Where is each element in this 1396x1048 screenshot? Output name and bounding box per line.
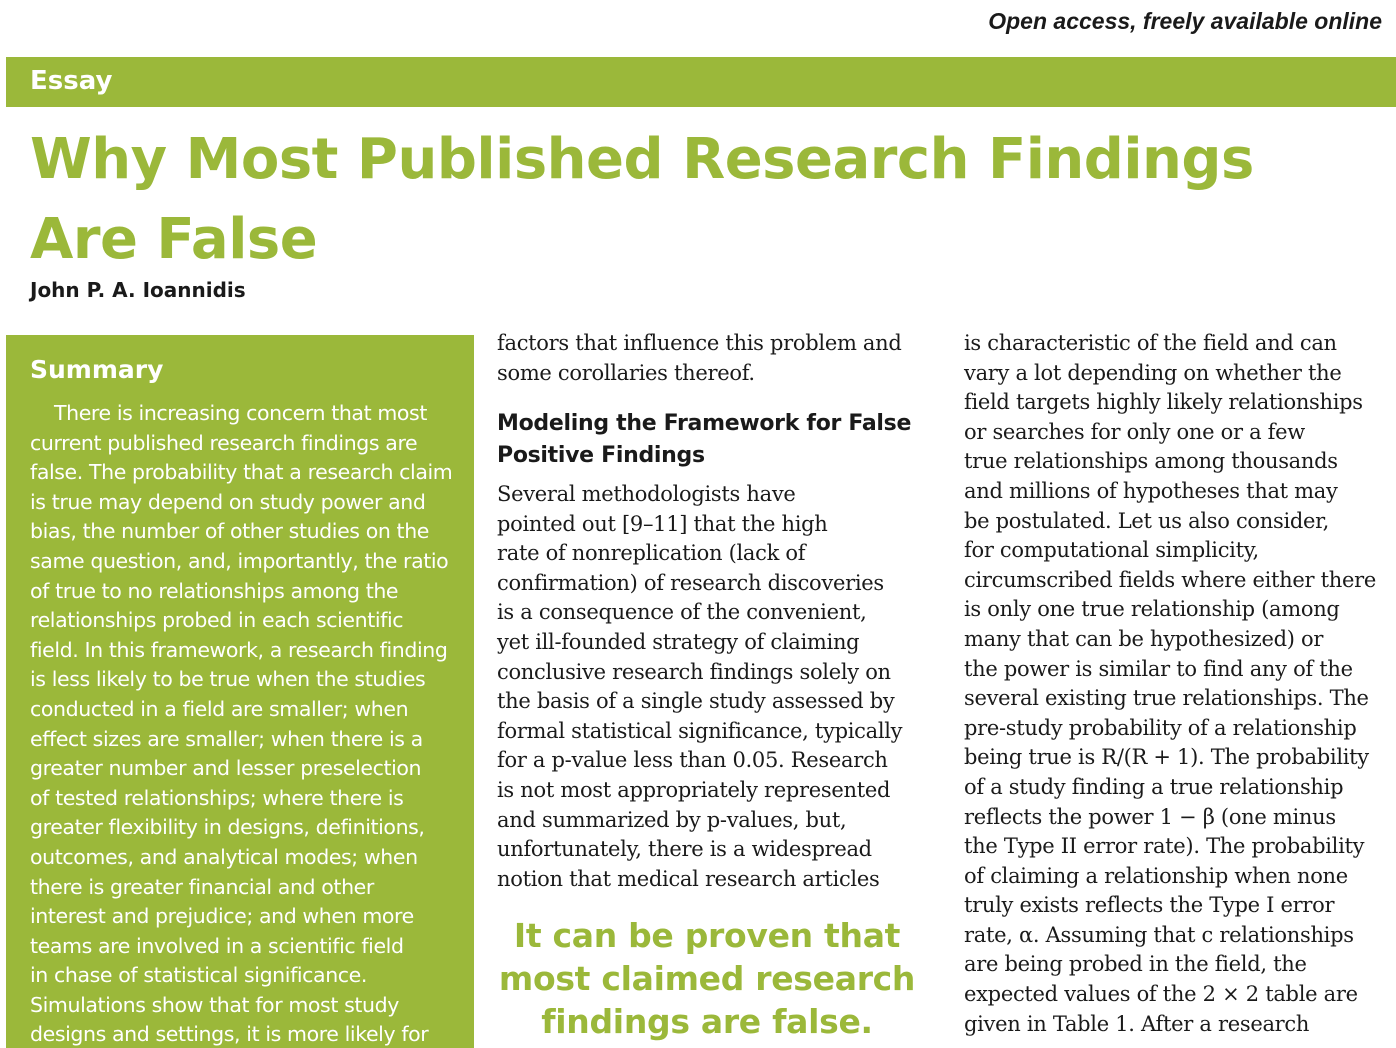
summary-line: there is greater financial and other bbox=[30, 874, 374, 899]
body-line: is a consequence of the convenient, bbox=[497, 600, 867, 625]
summary-line: effect sizes are smaller; when there is a bbox=[30, 726, 423, 751]
title-line: Why Most Published Research Findings bbox=[30, 127, 1254, 192]
body-line: is characteristic of the field and can bbox=[964, 331, 1337, 355]
body-line: is not most appropriately represented bbox=[497, 777, 891, 802]
body-line: of a study finding a true relationship bbox=[964, 774, 1344, 799]
section-bar bbox=[6, 57, 1396, 107]
pull-quote bbox=[497, 914, 917, 1043]
body-line: the power is similar to find any of the bbox=[964, 656, 1353, 681]
column-2-body bbox=[497, 480, 917, 894]
summary-line: teams are involved in a scientific field bbox=[30, 933, 404, 958]
body-line: some corollaries thereof. bbox=[497, 360, 755, 385]
body-line: confirmation) of research discoveries bbox=[497, 570, 884, 595]
body-line: for a p-value less than 0.05. Research bbox=[497, 748, 888, 773]
column-2-intro bbox=[497, 329, 917, 388]
summary-line: greater number and lesser preselection bbox=[30, 756, 422, 781]
summary-line: outcomes, and analytical modes; when bbox=[30, 844, 418, 869]
section-heading bbox=[497, 408, 917, 472]
body-line: unfortunately, there is a widespread bbox=[497, 837, 872, 862]
body-line: notion that medical research articles bbox=[497, 866, 880, 891]
body-line: yet ill-founded strategy of claiming bbox=[497, 629, 860, 654]
body-line: Several methodologists have bbox=[497, 482, 796, 506]
body-line: rate, α. Assuming that c relationships bbox=[964, 922, 1354, 947]
summary-line: greater flexibility in designs, definitions, bbox=[30, 815, 425, 840]
pull-quote-line: most claimed research bbox=[498, 959, 916, 998]
summary-line: false. The probability that a research claim bbox=[30, 460, 453, 485]
body-line: vary a lot depending on whether the bbox=[964, 360, 1342, 385]
body-line: are being probed in the field, the bbox=[964, 952, 1307, 977]
body-line: factors that influence this problem and bbox=[497, 331, 902, 355]
body-line: reflects the power 1 − β (one minus bbox=[964, 804, 1336, 829]
body-line: field targets highly likely relationships bbox=[964, 390, 1363, 415]
body-line: or searches for only one or a few bbox=[964, 419, 1305, 444]
summary-line: field. In this framework, a research finding bbox=[30, 637, 448, 662]
body-line: being true is R/(R + 1). The probability bbox=[964, 745, 1369, 770]
body-line: and millions of hypotheses that may bbox=[964, 478, 1338, 503]
summary-line: of true to no relationships among the bbox=[30, 578, 399, 603]
body-line: the Type II error rate). The probability bbox=[964, 834, 1365, 859]
open-access-banner: Open access, freely available online bbox=[988, 8, 1382, 34]
summary-line: designs and settings, it is more likely for bbox=[30, 1022, 429, 1047]
body-line: for computational simplicity, bbox=[964, 538, 1259, 563]
body-line: conclusive research findings solely on bbox=[497, 659, 891, 684]
body-line: true relationships among thousands bbox=[964, 449, 1338, 474]
summary-line: current published research findings are bbox=[30, 430, 418, 455]
pull-quote-line: It can be proven that bbox=[513, 916, 901, 955]
author-name: John P. A. Ioannidis bbox=[30, 278, 246, 302]
section-heading-line: Modeling the Framework for False bbox=[497, 411, 912, 436]
summary-box bbox=[6, 335, 474, 1048]
body-line: be postulated. Let us also consider, bbox=[964, 508, 1329, 533]
body-line: is only one true relationship (among bbox=[964, 597, 1340, 622]
summary-text bbox=[30, 399, 470, 1048]
section-heading-line: Positive Findings bbox=[497, 443, 705, 468]
body-line: rate of nonreplication (lack of bbox=[497, 541, 806, 566]
body-line: pointed out [9–11] that the high bbox=[497, 511, 828, 536]
summary-heading: Summary bbox=[30, 355, 164, 384]
body-line: of claiming a relationship when none bbox=[964, 863, 1348, 888]
pull-quote-line: findings are false. bbox=[541, 1002, 873, 1041]
section-label: Essay bbox=[30, 66, 113, 96]
body-line: circumscribed fields where either there bbox=[964, 567, 1377, 592]
summary-line: of tested relationships; where there is bbox=[30, 785, 404, 810]
body-line: the basis of a single study assessed by bbox=[497, 689, 895, 714]
body-line: pre-study probability of a relationship bbox=[964, 715, 1357, 740]
article-title bbox=[30, 120, 1330, 280]
body-line: many that can be hypothesized) or bbox=[964, 626, 1324, 651]
column-3 bbox=[964, 329, 1394, 1039]
summary-line: is less likely to be true when the studies bbox=[30, 667, 426, 692]
summary-line: conducted in a field are smaller; when bbox=[30, 696, 409, 721]
summary-line: Simulations show that for most study bbox=[30, 992, 399, 1017]
body-line: truly exists reflects the Type I error bbox=[964, 893, 1335, 918]
body-line: several existing true relationships. The bbox=[964, 686, 1369, 711]
body-line: expected values of the 2 × 2 table are bbox=[964, 982, 1358, 1007]
summary-line: same question, and, importantly, the ratio bbox=[30, 548, 449, 573]
body-line: and summarized by p-values, but, bbox=[497, 807, 847, 832]
summary-line: There is increasing concern that most bbox=[54, 401, 427, 425]
body-line: formal statistical significance, typically bbox=[497, 718, 903, 743]
body-line: given in Table 1. After a research bbox=[964, 1011, 1310, 1036]
title-line: Are False bbox=[30, 207, 318, 272]
summary-line: relationships probed in each scientific bbox=[30, 608, 404, 633]
summary-line: interest and prejudice; and when more bbox=[30, 904, 414, 929]
summary-line: in chase of statistical significance. bbox=[30, 963, 368, 988]
summary-line: bias, the number of other studies on the bbox=[30, 519, 429, 544]
summary-line: is true may depend on study power and bbox=[30, 489, 426, 514]
